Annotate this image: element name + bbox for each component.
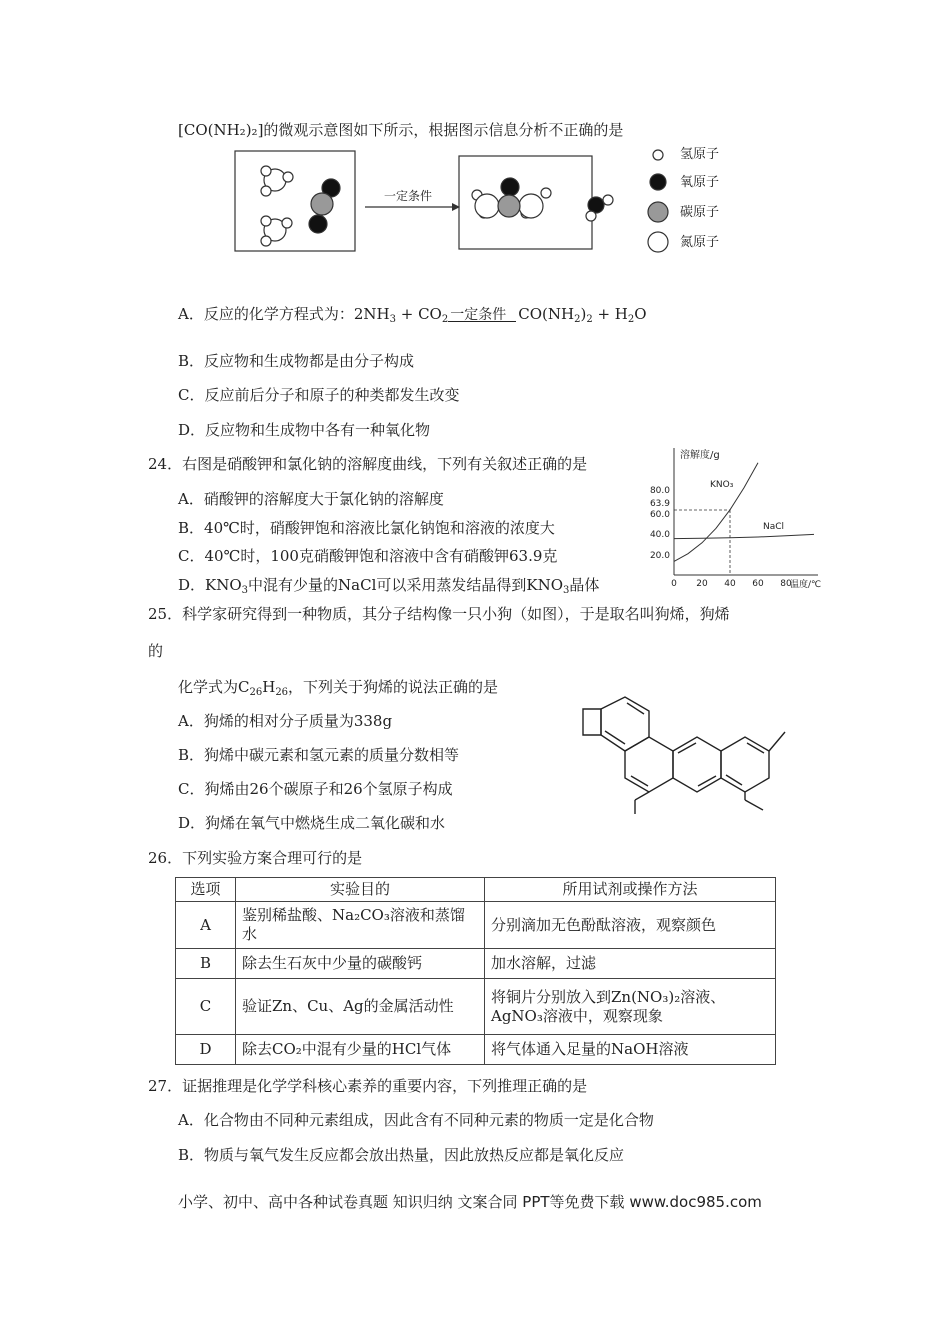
- urea-molecule: [472, 178, 551, 218]
- table-cell: 将气体通入足量的NaOH溶液: [485, 1035, 776, 1065]
- table-row: [176, 979, 776, 1035]
- q24-option-b: B．40℃时，硝酸钾饱和溶液比氯化钠饱和溶液的浓度大: [178, 519, 555, 537]
- ytick-40: 40.0: [649, 530, 670, 540]
- q23-stem: [CO(NH₂)₂]的微观示意图如下所示，根据图示信息分析不正确的是: [178, 121, 624, 139]
- ammonia-molecule: [261, 216, 292, 246]
- ytick-63.9: 63.9: [649, 499, 670, 509]
- nacl-curve: [674, 534, 814, 538]
- table-cell: 鉴别稀盐酸、Na₂CO₃溶液和蒸馏水: [236, 902, 485, 949]
- q25-stem-line3: 化学式为$C_{26}H_{26}$，下列关于狗烯的说法正确的是: [178, 678, 499, 698]
- q25-stem-line1: 25．科学家研究得到一种物质，其分子结构像一只小狗（如图），于是取名叫狗烯，狗烯: [148, 605, 730, 623]
- q24-stem: 24．右图是硝酸钾和氯化钠的溶解度曲线，下列有关叙述正确的是: [148, 455, 588, 473]
- doggene-structure: [580, 692, 800, 814]
- ytick-80: 80.0: [649, 486, 670, 496]
- legend-oxygen: 氧原子: [680, 175, 720, 190]
- q23-option-c: C．反应前后分子和原子的种类都发生改变: [178, 386, 460, 404]
- q25-option-a: A．狗烯的相对分子质量为338g: [178, 712, 393, 730]
- q25-option-d: D．狗烯在氧气中燃烧生成二氧化碳和水: [178, 814, 446, 832]
- kno3-curve: [674, 463, 758, 562]
- y-axis-label: 溶解度/g: [680, 450, 720, 461]
- q25-option-c: C．狗烯由26个碳原子和26个氢原子构成: [178, 780, 453, 798]
- q24-option-a: A．硝酸钾的溶解度大于氯化钠的溶解度: [178, 490, 444, 508]
- table-cell: D: [176, 1035, 236, 1065]
- ytick-60: 60.0: [649, 510, 670, 520]
- xtick-0: 0: [671, 579, 677, 589]
- q25-option-b: B．狗烯中碳元素和氢元素的质量分数相等: [178, 746, 460, 764]
- table-row: [176, 1035, 776, 1065]
- q23-reaction-diagram: [230, 145, 730, 255]
- q26-stem: 26．下列实验方案合理可行的是: [148, 849, 363, 867]
- atom-legend: [648, 150, 668, 252]
- q25-stem-line2: 的: [148, 642, 164, 660]
- table-cell: C: [176, 979, 236, 1035]
- q26-table: [175, 877, 776, 1065]
- ammonia-molecule: [261, 166, 293, 196]
- table-row: [176, 949, 776, 979]
- q23-option-b: B．反应物和生成物都是由分子构成: [178, 352, 415, 370]
- table-header-row: [176, 878, 776, 902]
- q23-option-d: D．反应物和生成物中各有一种氧化物: [178, 421, 431, 439]
- carbon-dioxide-molecule: [309, 179, 340, 233]
- table-cell: 加水溶解，过滤: [485, 949, 776, 979]
- xtick-20: 20: [696, 579, 708, 589]
- q27-option-a: A．化合物由不同种元素组成，因此含有不同种元素的物质一定是化合物: [178, 1111, 654, 1129]
- nacl-label: NaCl: [763, 522, 785, 532]
- legend-carbon: 碳原子: [680, 205, 720, 220]
- table-header: 实验目的: [236, 878, 485, 902]
- table-cell: 验证Zn、Cu、Ag的金属活动性: [236, 979, 485, 1035]
- table-cell: 除去CO₂中混有少量的HCl气体: [236, 1035, 485, 1065]
- q24-option-c: C．40℃时，100克硝酸钾饱和溶液中含有硝酸钾63.9克: [178, 547, 558, 565]
- svg-text:一定条件: 一定条件: [383, 189, 433, 203]
- legend-nitrogen: 氮原子: [680, 235, 720, 250]
- table-cell: 将铜片分别放入到Zn(NO₃)₂溶液、AgNO₃溶液中，观察现象: [485, 979, 776, 1035]
- table-cell: A: [176, 902, 236, 949]
- table-cell: B: [176, 949, 236, 979]
- q23-option-a: A．反应的化学方程式为：$2NH_3 + CO_2$ 一定条件 $CO(NH_2)_2 + H_2O$: [178, 305, 647, 325]
- table-header: 选项: [176, 878, 236, 902]
- table-header: 所用试剂或操作方法: [485, 878, 776, 902]
- xtick-40: 40: [724, 579, 736, 589]
- q27-option-b: B．物质与氧气发生反应都会放出热量，因此放热反应都是氧化反应: [178, 1146, 625, 1164]
- xtick-80: 80: [780, 579, 792, 589]
- x-axis-label: 温度/℃: [790, 580, 822, 590]
- solubility-chart: [640, 440, 840, 592]
- xtick-60: 60: [752, 579, 764, 589]
- water-molecule: [586, 195, 613, 221]
- legend-hydrogen: 氢原子: [680, 147, 720, 162]
- table-cell: 分别滴加无色酚酞溶液，观察颜色: [485, 902, 776, 949]
- page-footer: 小学、初中、高中各种试卷真题 知识归纳 文案合同 PPT等免费下载 www.doc985.com: [178, 1193, 762, 1211]
- table-cell: 除去生石灰中少量的碳酸钙: [236, 949, 485, 979]
- q24-option-d: D．$KNO_3$中混有少量的NaCl可以采用蒸发结晶得到$KNO_3$晶体: [178, 576, 600, 596]
- table-row: [176, 902, 776, 949]
- kno3-label: KNO₃: [710, 480, 734, 490]
- ytick-20: 20.0: [649, 551, 670, 561]
- q27-stem: 27．证据推理是化学学科核心素养的重要内容，下列推理正确的是: [148, 1077, 588, 1095]
